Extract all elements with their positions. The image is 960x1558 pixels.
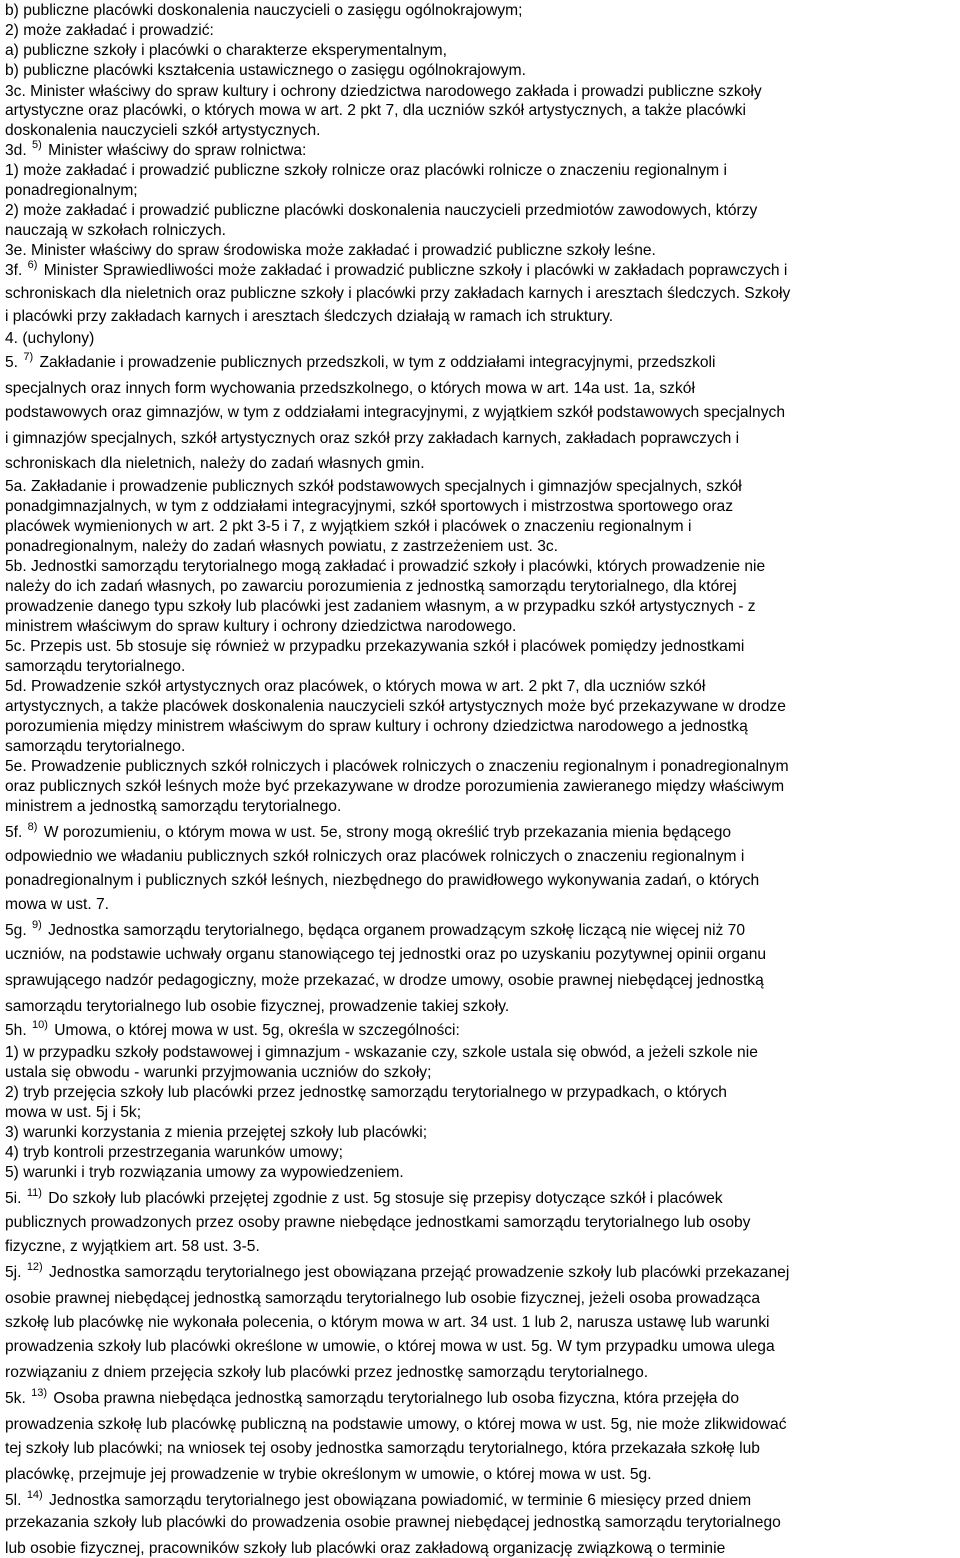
text-line (5, 848, 744, 866)
line-text: szkołę lub placówkę nie wykonała polecenia, o którym mowa w art. 34 ust. 1 lub 2, narusza ustawę lub warunki (5, 1314, 770, 1331)
text-line (5, 1187, 723, 1209)
line-text: 4. (uchylony) (5, 330, 95, 347)
text-line (5, 618, 516, 636)
line-text: Jednostka samorządu terytorialnego, będąca organem prowadzącym szkołę liczącą nie więcej niż 70 (43, 922, 746, 939)
line-text: fizyczne, z wyjątkiem art. 58 ust. 3-5. (5, 1238, 260, 1255)
line-text: podstawowych oraz gimnazjów, w tym z oddziałami integracyjnymi, z wyjątkiem szkół podstawowych specjalnych (5, 404, 785, 421)
text-line (5, 718, 748, 736)
line-text: i gimnazjów specjalnych, szkół artystycznych oraz szkół przy zakładach karnych, zakładach poprawczych i (5, 430, 740, 447)
line-text: prowadzenia szkołę lub placówkę publiczną na podstawie umowy, o której mowa w ust. 5g, nie może zlikwidować (5, 1416, 787, 1433)
text-line (5, 404, 785, 422)
text-line (5, 518, 691, 536)
text-line (5, 578, 737, 596)
line-text: schroniskach dla nieletnich, należy do zadań własnych gmin. (5, 455, 425, 472)
paragraph-number: 5k. (5, 1390, 31, 1407)
paragraph-number: 5l. (5, 1492, 26, 1509)
line-text: b) publiczne placówki kształcenia ustawicznego o zasięgu ogólnokrajowym. (5, 62, 526, 79)
line-text: a) publiczne szkoły i placówki o charakterze eksperymentalnym, (5, 42, 448, 59)
text-line (5, 430, 739, 448)
text-line (5, 1144, 343, 1162)
footnote-marker: 8) (27, 821, 38, 833)
line-text: uczniów, na podstawie uchwały organu stanowiącego tej jednostki oraz po uzyskaniu pozytywnej opinii organu (5, 946, 767, 963)
line-text: samorządu terytorialnego. (5, 738, 186, 755)
line-text: ponadgimnazjalnych, w tym z oddziałami integracyjnymi, szkół sportowych i mistrzostwa sportowego oraz (5, 498, 733, 515)
text-line (5, 83, 762, 101)
line-text: b) publiczne placówki doskonalenia nauczycieli o zasięgu ogólnokrajowym; (5, 2, 523, 19)
line-text: Do szkoły lub placówki przejętej zgodnie z ust. 5g stosuje się przepisy dotyczące szkół i placówek (43, 1190, 723, 1207)
paragraph-number: 5. (5, 354, 23, 371)
line-text: placówek wymienionych w art. 2 pkt 3-5 i 7, z wyjątkiem szkół i placówek o znaczeniu regionalnym i (5, 518, 692, 535)
line-text: Jednostka samorządu terytorialnego jest obowiązana przejąć prowadzenie szkoły lub placówki przekazanej (44, 1264, 790, 1281)
paragraph-number: 5f. (5, 824, 27, 841)
paragraph-number: 5g. (5, 922, 32, 939)
text-line (5, 598, 756, 616)
line-text: ponadregionalnym i publicznych szkół leśnych, niezbędnego do prawidłowego wykonywania zadań, o których (5, 872, 760, 889)
line-text: należy do ich zadań własnych, po zawarciu porozumienia z jednostką samorządu terytorialnego, dla której (5, 578, 737, 595)
line-text: doskonalenia nauczycieli szkół artystycznych. (5, 122, 321, 139)
paragraph-number: 5j. (5, 1264, 26, 1281)
text-line (5, 122, 320, 140)
line-text: odpowiednio we władaniu publicznych szkół rolniczych oraz placówek rolniczych o znaczeniu regionalnym i (5, 848, 745, 865)
text-line (5, 1104, 141, 1122)
line-text: 5) warunki i tryb rozwiązania umowy za wypowiedzeniem. (5, 1164, 404, 1181)
line-text: 2) może zakładać i prowadzić: (5, 22, 214, 39)
paragraph-number: 3d. (5, 142, 32, 159)
line-text: 2) może zakładać i prowadzić publiczne placówki doskonalenia nauczycieli przedmiotów zawodowych, którzy (5, 202, 758, 219)
text-line (5, 1261, 790, 1283)
text-line (5, 1238, 260, 1256)
line-text: i placówki przy zakładach karnych i aresztach śledczych działają w ramach ich struktury. (5, 308, 614, 325)
footnote-marker: 6) (27, 259, 38, 271)
text-line (5, 1466, 652, 1484)
text-line (5, 330, 94, 348)
paragraph-number: 5h. (5, 1022, 32, 1039)
text-line (5, 1440, 760, 1458)
line-text: placówkę, przejmuje jej prowadzenie w trybie określonym w umowie, o której mowa w ust. 5g. (5, 1466, 652, 1483)
text-line (5, 202, 757, 220)
text-line (5, 821, 732, 843)
text-line (5, 998, 509, 1016)
text-line (5, 1416, 787, 1434)
text-line (5, 558, 765, 576)
line-text: osobie prawnej niebędącej jednostką samorządu terytorialnego lub osobie fizycznej, jeżeli osoba prowadząca (5, 1290, 761, 1307)
text-line (5, 1364, 648, 1382)
text-line (5, 1214, 750, 1232)
line-text: porozumienia między ministrem właściwym do spraw kultury i ochrony dziedzictwa narodowego a jednostką (5, 718, 748, 735)
line-text: ponadregionalnym, należy do zadań własnych powiatu, z zastrzeżeniem ust. 3c. (5, 538, 559, 555)
line-text: specjalnych oraz innych form wychowania przedszkolnego, o których mowa w art. 14a ust. 1a, szkół (5, 380, 695, 397)
footnote-marker: 9) (32, 919, 42, 931)
line-text: ministrem a jednostką samorządu terytorialnego. (5, 798, 342, 815)
text-line (5, 182, 138, 200)
text-line (5, 1290, 760, 1308)
text-line (5, 1338, 775, 1356)
footnote-marker: 11) (26, 1187, 42, 1199)
footnote-marker: 12) (26, 1261, 43, 1273)
line-text: ustala się obwodu - warunki przyjmowania uczniów do szkoły; (5, 1064, 432, 1081)
line-text: 5a. Zakładanie i prowadzenie publicznych szkół podstawowych specjalnych i gimnazjów specjalnych, szkół (5, 478, 742, 495)
text-line (5, 242, 656, 260)
text-line (5, 658, 185, 676)
text-line (5, 946, 766, 964)
text-line (5, 798, 341, 816)
line-text: prowadzenia szkoły lub placówki określone w umowie, o której mowa w ust. 5g. W tym przypadku umowa ulega (5, 1338, 775, 1355)
line-text: rozwiązaniu z dniem przejęcia szkoły lub placówki przez jednostkę samorządu terytorialnego. (5, 1364, 649, 1381)
line-text: ministrem właściwym do spraw kultury i ochrony dziedzictwa narodowego. (5, 618, 517, 635)
line-text: 5b. Jednostki samorządu terytorialnego mogą zakładać i prowadzić szkoły i placówki, których prowadzenie nie (5, 558, 766, 575)
line-text: Umowa, o której mowa w ust. 5g, określa w szczególności: (49, 1022, 460, 1039)
text-line (5, 351, 716, 373)
text-line (5, 1489, 752, 1511)
text-line (5, 738, 185, 756)
line-text: ponadregionalnym; (5, 182, 138, 199)
text-line (5, 139, 307, 161)
text-line (5, 308, 613, 326)
text-line (5, 42, 447, 60)
text-line (5, 678, 705, 696)
text-line (5, 162, 727, 180)
line-text: 2) tryb przejęcia szkoły lub placówki przez jednostkę samorządu terytorialnego w przypadkach, o których (5, 1084, 727, 1101)
text-line (5, 638, 744, 656)
line-text: artystyczne oraz placówki, o których mowa w art. 2 pkt 7, dla uczniów szkół artystycznych, a także placówki (5, 102, 746, 119)
line-text: sprawującego nadzór pedagogiczny, może przekazać, w drodze umowy, osobie prawnej niebędącej jednostką (5, 972, 764, 989)
paragraph-number: 3f. (5, 262, 27, 279)
line-text: Jednostka samorządu terytorialnego jest obowiązana powiadomić, w terminie 6 miesięcy przed dniem (44, 1492, 752, 1509)
text-line (5, 1314, 769, 1332)
text-line (5, 259, 788, 281)
line-text: W porozumieniu, o którym mowa w ust. 5e, strony mogą określić tryb przekazania mienia będącego (39, 824, 732, 841)
line-text: Minister właściwy do spraw rolnictwa: (43, 142, 307, 159)
line-text: 3c. Minister właściwy do spraw kultury i ochrony dziedzictwa narodowego zakłada i prowadzi publiczne szkoły (5, 83, 762, 100)
line-text: lub osobie fizycznej, pracowników szkoły lub placówki oraz zakładową organizację związkową o terminie (5, 1540, 726, 1557)
line-text: przekazania szkoły lub placówki do prowadzenia osobie prawnej niebędącej jednostką samorządu terytorialnego (5, 1514, 781, 1531)
text-line (5, 872, 759, 890)
line-text: samorządu terytorialnego lub osobie fizycznej, prowadzenie takiej szkoły. (5, 998, 510, 1015)
line-text: prowadzenie danego typu szkoły lub placówki jest zadaniem własnym, a w przypadku szkół artystycznych - z (5, 598, 756, 615)
line-text: 1) w przypadku szkoły podstawowej i gimnazjum - wskazanie czy, szkole ustala się obwód, a jeżeli szkole nie (5, 1044, 758, 1061)
paragraph-number: 5i. (5, 1190, 26, 1207)
text-line (5, 778, 784, 796)
text-line (5, 478, 742, 496)
line-text: 3) warunki korzystania z mienia przejętej szkoły lub placówki; (5, 1124, 428, 1141)
text-line (5, 285, 790, 303)
footnote-marker: 10) (32, 1019, 48, 1031)
line-text: Minister Sprawiedliwości może zakładać i prowadzić publiczne szkoły i placówki w zakładach poprawczych i (39, 262, 788, 279)
line-text: 1) może zakładać i prowadzić publiczne szkoły rolnicze oraz placówki rolnicze o znaczeniu regionalnym i (5, 162, 727, 179)
line-text: 3e. Minister właściwy do spraw środowiska może zakładać i prowadzić publiczne szkoły leśne. (5, 242, 656, 259)
line-text: tej szkoły lub placówki; na wniosek tej osoby jednostka samorządu terytorialnego, która przekazała szkołę lub (5, 1440, 760, 1457)
text-line (5, 972, 764, 990)
line-text: publicznych prowadzonych przez osoby prawne niebędące jednostkami samorządu terytorialnego lub osoby (5, 1214, 751, 1231)
text-line (5, 538, 558, 556)
text-line (5, 1164, 404, 1182)
text-line (5, 2, 522, 20)
footnote-marker: 7) (23, 351, 34, 363)
footnote-marker: 13) (31, 1387, 48, 1399)
text-line (5, 22, 214, 40)
text-line (5, 698, 786, 716)
text-line (5, 222, 226, 240)
line-text: oraz publicznych szkół leśnych może być przekazywane w drodze porozumienia zawieranego między właściwym (5, 778, 785, 795)
text-line (5, 1064, 431, 1082)
line-text: Zakładanie i prowadzenie publicznych przedszkoli, w tym z oddziałami integracyjnymi, przedszkoli (35, 354, 716, 371)
line-text: Osoba prawna niebędąca jednostką samorządu terytorialnego lub osoba fizyczna, która przejęła do (49, 1390, 740, 1407)
text-line (5, 1124, 427, 1142)
text-line (5, 498, 733, 516)
text-line (5, 919, 746, 941)
footnote-marker: 14) (26, 1489, 43, 1501)
text-line (5, 1514, 781, 1532)
line-text: mowa w ust. 7. (5, 896, 109, 913)
text-line (5, 1019, 460, 1041)
line-text: schroniskach dla nieletnich oraz publiczne szkoły i placówki przy zakładach karnych i aresztach śledczych. Szkoły (5, 285, 791, 302)
text-line (5, 1084, 727, 1102)
text-line (5, 455, 425, 473)
text-line (5, 896, 109, 914)
line-text: 5c. Przepis ust. 5b stosuje się również w przypadku przekazywania szkół i placówek pomiędzy jednostkami (5, 638, 745, 655)
footnote-marker: 5) (32, 139, 42, 151)
line-text: 5d. Prowadzenie szkół artystycznych oraz placówek, o których mowa w art. 2 pkt 7, dla uczniów szkół (5, 678, 706, 695)
text-line (5, 758, 789, 776)
text-line (5, 380, 695, 398)
line-text: 4) tryb kontroli przestrzegania warunków umowy; (5, 1144, 343, 1161)
text-line (5, 62, 526, 80)
line-text: 5e. Prowadzenie publicznych szkół rolniczych i placówek rolniczych o znaczeniu regionalnym i ponadregionalnym (5, 758, 789, 775)
line-text: mowa w ust. 5j i 5k; (5, 1104, 142, 1121)
line-text: nauczają w szkołach rolniczych. (5, 222, 227, 239)
text-line (5, 1387, 740, 1409)
text-line (5, 1044, 758, 1062)
text-line (5, 1540, 725, 1558)
text-line (5, 102, 746, 120)
line-text: samorządu terytorialnego. (5, 658, 186, 675)
line-text: artystycznych, a także placówek doskonalenia nauczycieli szkół artystycznych może być przekazywane w drodze (5, 698, 786, 715)
